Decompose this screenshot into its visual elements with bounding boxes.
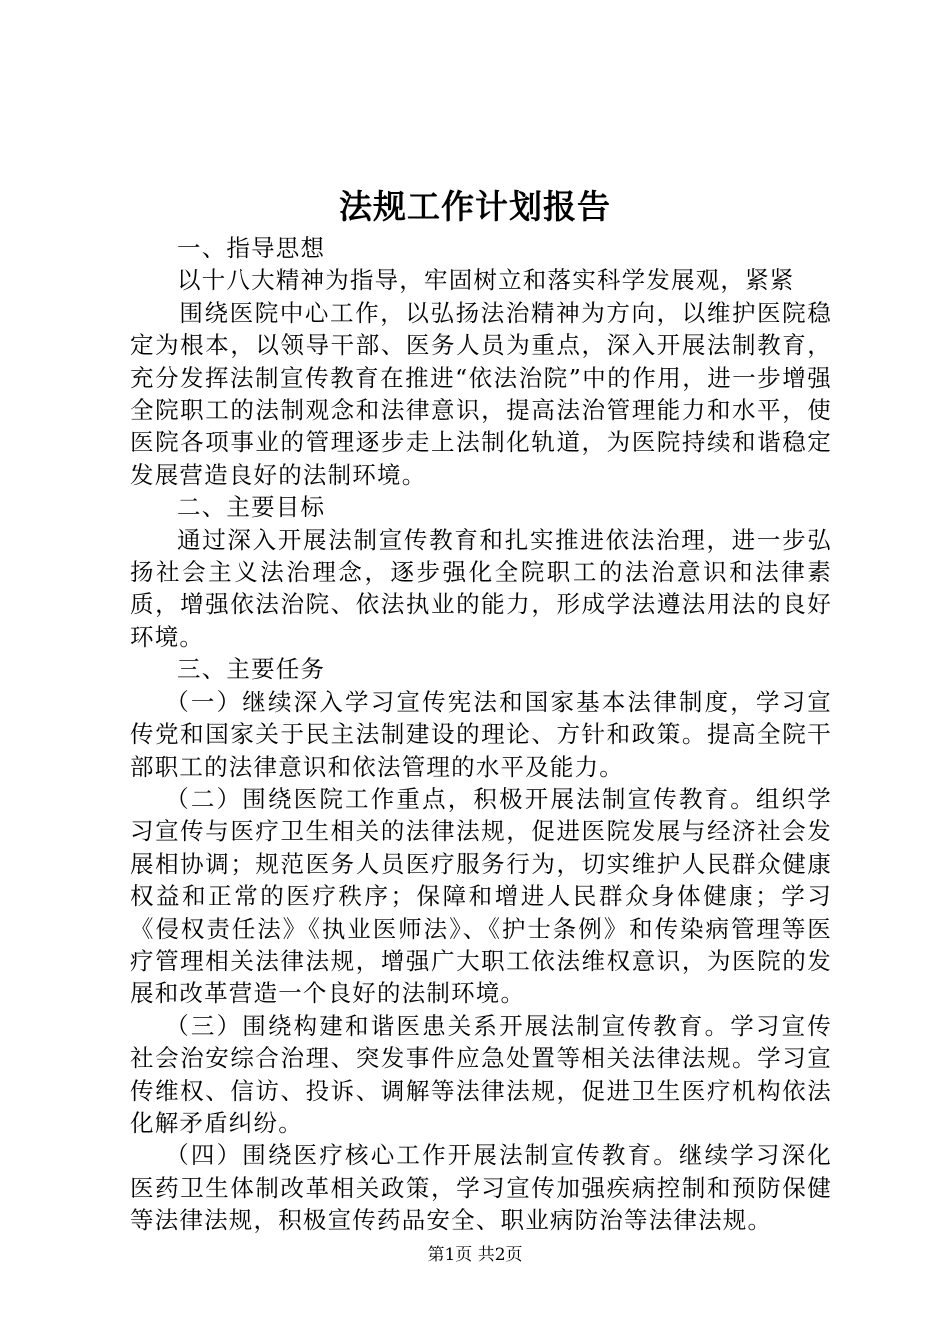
paragraph-task-4: （四）围绕医疗核心工作开展法制宣传教育。继续学习深化医药卫生体制改革相关政策，学习宣传加强疾病控制和预防保健等法律法规，积极宣传药品安全、职业病防治等法律法规。 [130,1141,832,1235]
paragraph-task-3: （三）围绕构建和谐医患关系开展法制宣传教育。学习宣传社会治安综合治理、突发事件应急处置等相关法律法规。学习宣传维权、信访、投诉、调解等法律法规，促进卫生医疗机构依法化解矛盾纠纷。 [130,1011,832,1137]
document-title: 法规工作计划报告 [339,187,611,226]
section-heading-guiding-thought: 一、指导思想 [177,234,326,262]
section-heading-main-tasks: 三、主要任务 [177,655,326,684]
section-heading-main-goals: 二、主要目标 [177,493,326,522]
paragraph-guiding-thought-line1: 以十八大精神为指导，牢固树立和落实科学发展观，紧紧 [177,266,795,295]
paragraph-guiding-thought: 围绕医院中心工作，以弘扬法治精神为方向，以维护医院稳定为根本，以领导干部、医务人员为重点，深入开展法制教育，充分发挥法制宣传教育在推进“依法治院”中的作用，进一步增强全院职工的法制观念和法律意识，提高法治管理能力和水平，使医院各项事业的管理逐步走上法制化轨道，为医院持续和谐稳定发展营造良好的法制环境。 [130,298,832,489]
paragraph-task-1: （一）继续深入学习宣传宪法和国家基本法律制度，学习宣传党和国家关于民主法制建设的理论、方针和政策。提高全院干部职工的法律意识和依法管理的水平及能力。 [130,687,832,781]
document-body [130,232,832,1237]
page-number-footer: 第1页 共2页 [427,1245,523,1265]
paragraph-task-2: （二）围绕医院工作重点，积极开展法制宣传教育。组织学习宣传与医疗卫生相关的法律法规，促进医院发展与经济社会发展相协调；规范医务人员医疗服务行为，切实维护人民群众健康权益和正常的医疗秩序；保障和增进人民群众身体健康；学习《侵权责任法》《执业医师法》、《护士条例》和传染病管理等医疗管理相关法律法规，增强广大职工依法维权意识，为医院的发展和改革营造一个良好的法制环境。 [130,784,832,1008]
paragraph-main-goals: 通过深入开展法制宣传教育和扎实推进依法治理，进一步弘扬社会主义法治理念，逐步强化全院职工的法治意识和法律素质，增强依法治院、依法执业的能力，形成学法遵法用法的良好环境。 [130,525,832,651]
